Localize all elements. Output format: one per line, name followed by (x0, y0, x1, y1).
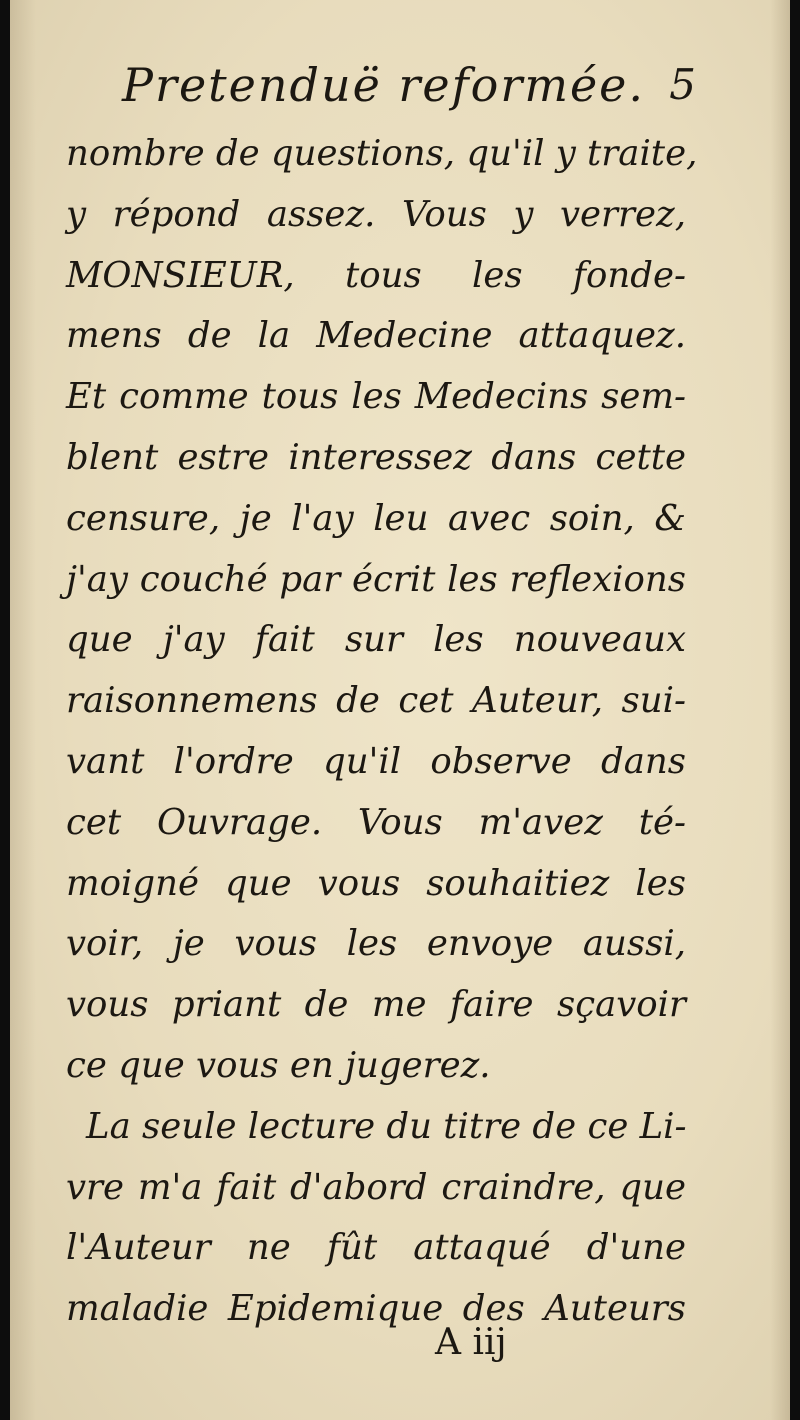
text-line: blent estre interessez dans cette (66, 436, 686, 478)
text-line: maladie Epidemique des Auteurs (66, 1288, 686, 1330)
text-line: MONSIEUR, tous les fonde- (66, 254, 686, 296)
text-line: nombre de questions, qu'il y traite, (66, 133, 698, 174)
text-line: La seule lecture du titre de ce Li- (86, 1105, 687, 1147)
text-line: que j'ay fait sur les nouveaux (66, 619, 686, 661)
running-title: Pretenduë reformée. (122, 58, 646, 112)
text-line: vant l'ordre qu'il observe dans (66, 740, 686, 782)
signature-mark: A iij (435, 1322, 507, 1363)
text-line: censure, je l'ay leu avec soin, & (66, 497, 686, 539)
text-line: cet Ouvrage. Vous m'avez té- (66, 801, 686, 843)
text-line: moigné que vous souhaitiez les (66, 862, 686, 904)
text-line: raisonnemens de cet Auteur, sui- (66, 680, 686, 722)
text-line: j'ay couché par écrit les reflexions (66, 558, 686, 600)
running-head (122, 58, 696, 118)
text-line: vre m'a fait d'abord craindre, que (66, 1166, 686, 1208)
body-text (66, 124, 698, 1340)
page-number: 5 (669, 60, 696, 109)
text-line: l'Auteur ne fût attaqué d'une (66, 1227, 686, 1269)
text-line: y répond assez. Vous y verrez, (66, 193, 686, 235)
text-line: ce que vous en jugerez. (66, 1044, 491, 1086)
text-line: Et comme tous les Medecins sem- (66, 376, 686, 418)
text-line: vous priant de me faire sçavoir (66, 984, 686, 1026)
text-line: mens de la Medecine attaquez. (66, 315, 686, 357)
book-page (10, 0, 790, 1420)
text-line: voir, je vous les envoye aussi, (66, 923, 686, 965)
